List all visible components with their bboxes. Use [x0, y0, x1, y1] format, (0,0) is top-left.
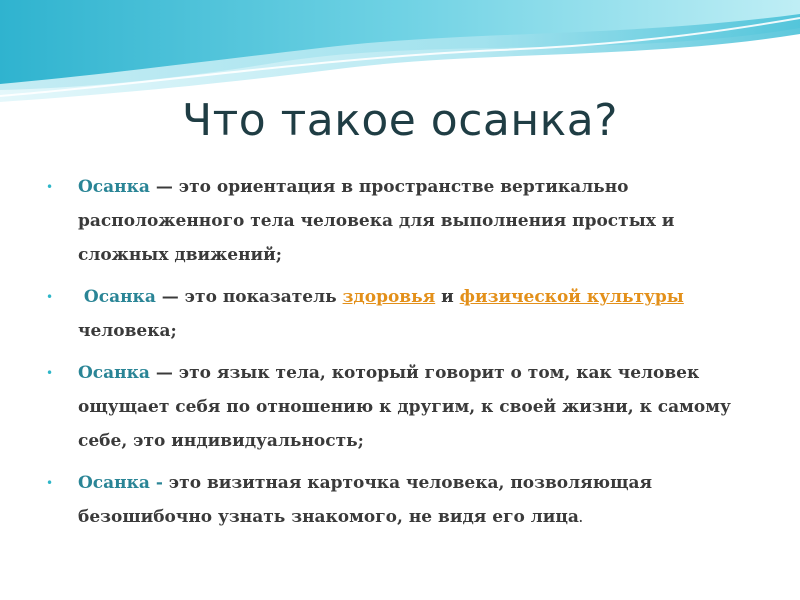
bullet-text: — это ориентация в пространстве вертикально расположенного тела человека для выполнения простых и сложных движений;: [78, 177, 675, 265]
bullet-end-period: .: [578, 512, 583, 525]
bullet-term: Осанка: [83, 287, 156, 307]
link-physical-culture[interactable]: физической культуры: [459, 287, 684, 307]
bullet-term: Осанка: [78, 363, 150, 383]
bullet-dot-icon: •: [46, 366, 54, 380]
bullet-item-2: [44, 280, 744, 348]
bullet-item-1: [44, 170, 744, 272]
link-health[interactable]: здоровья: [342, 287, 436, 307]
bullet-item-4: [44, 466, 744, 536]
bullet-text: и: [435, 287, 460, 307]
bullet-dot-icon: •: [46, 290, 54, 304]
slide-title: Что такое осанка?: [181, 95, 619, 146]
header-wave-decoration: [0, 0, 800, 110]
bullet-term: Осанка -: [78, 473, 163, 493]
bullet-text: человека;: [78, 321, 177, 341]
bullet-item-3: [44, 356, 744, 458]
bullet-text: — это язык тела, который говорит о том, как человек ощущает себя по отношению к другим, к своей жизни, к самому себе, это индивидуальность;: [78, 363, 731, 451]
bullet-dot-icon: •: [46, 476, 54, 490]
bullet-text: — это показатель: [155, 287, 343, 307]
bullet-term: Осанка: [78, 177, 150, 197]
bullet-text: это визитная карточка человека, позволяющая безошибочно узнать знакомого, не видя его лица: [78, 473, 653, 527]
bullet-dot-icon: •: [46, 180, 54, 194]
bullet-list: [44, 170, 744, 536]
